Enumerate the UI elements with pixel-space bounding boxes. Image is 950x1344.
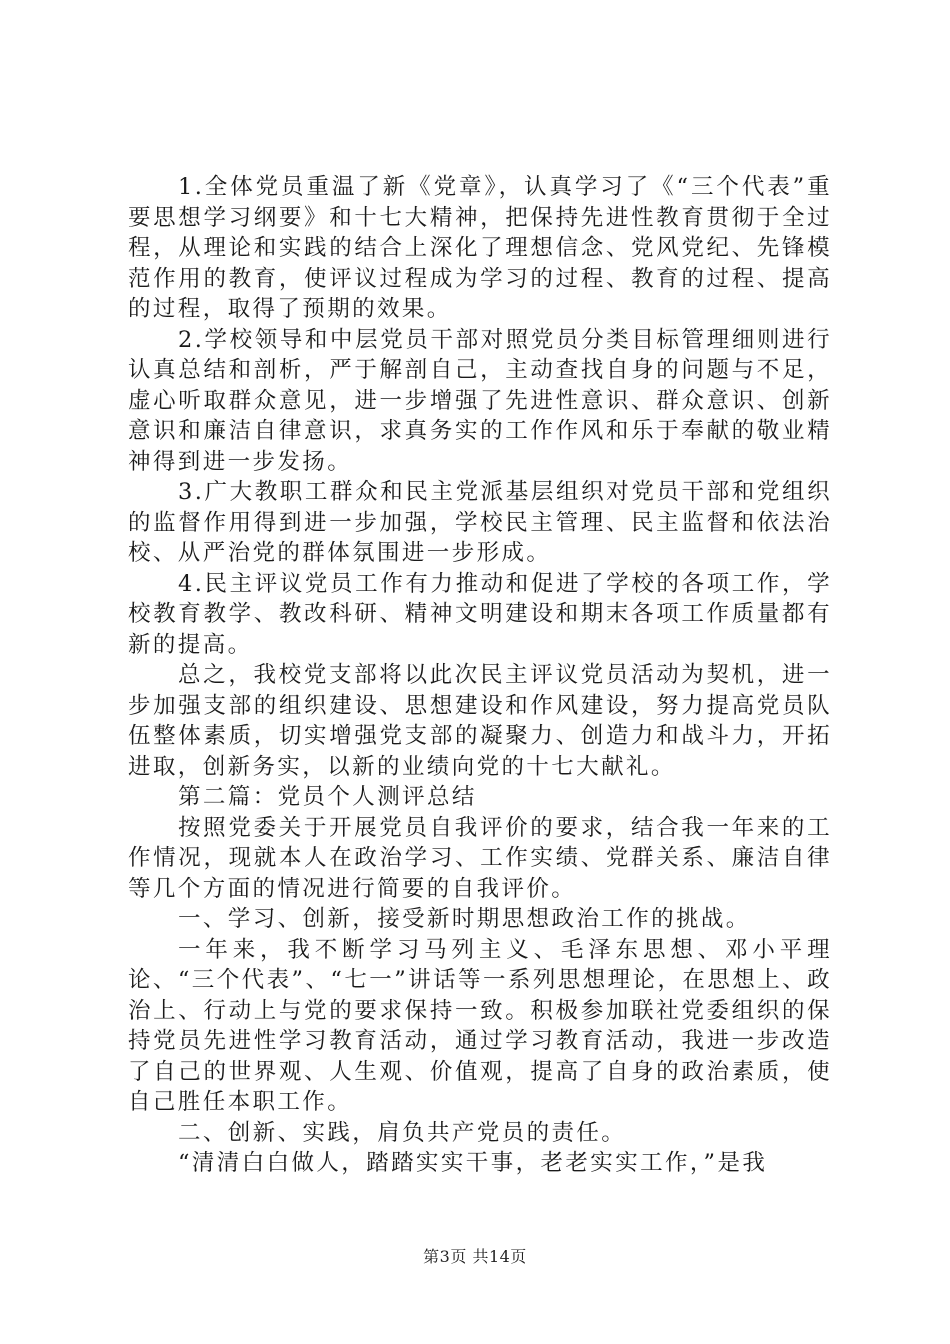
paragraph-3: 3.广大教职工群众和民主党派基层组织对党员干部和党组织的监督作用得到进一步加强，学校民主管理、民主监督和依法治校、从严治党的群体氛围进一步形成。 — [128, 479, 832, 566]
paragraph-conclusion: 总之，我校党支部将以此次民主评议党员活动为契机，进一步加强支部的组织建设、思想建设和作风建设，努力提高党员队伍整体素质，切实增强党支部的凝聚力、创造力和战斗力，开拓进取，创新务实，以新的业绩向党的十七大献礼。 — [128, 662, 832, 780]
paragraph-1: 1.全体党员重温了新《党章》，认真学习了《“三个代表”重要思想学习纲要》和十七大精神，把保持先进性教育贯彻于全过程，从理论和实践的结合上深化了理想信念、党风党纪、先锋模范作用的教育，使评议过程成为学习的过程、教育的过程、提高的过程，取得了预期的效果。 — [128, 174, 832, 322]
section-heading-part-two: 第二篇：党员个人测评总结 — [178, 784, 477, 810]
paragraph-continued: “清清白白做人，踏踏实实干事，老老实实工作，”是我 — [178, 1150, 768, 1176]
paragraph-study: 一年来，我不断学习马列主义、毛泽东思想、邓小平理论、“三个代表”、“七一”讲话等一系列思想理论，在思想上、政治上、行动上与党的要求保持一致。积极参加联社党委组织的保持党员先进性学习教育活动，通过学习教育活动，我进一步改造了自己的世界观、人生观、价值观，提高了自身的政治素质，使自己胜任本职工作。 — [128, 936, 832, 1115]
paragraph-2: 2.学校领导和中层党员干部对照党员分类目标管理细则进行认真总结和剖析，严于解剖自己，主动查找自身的问题与不足，虚心听取群众意见，进一步增强了先进性意识、群众意识、创新意识和廉洁自律意识，求真务实的工作作风和乐于奉献的敬业精神得到进一步发扬。 — [128, 326, 832, 475]
document-body — [128, 172, 832, 1179]
paragraph-intro: 按照党委关于开展党员自我评价的要求，结合我一年来的工作情况，现就本人在政治学习、工作实绩、党群关系、廉洁自律等几个方面的情况进行简要的自我评价。 — [128, 814, 832, 902]
subheading-one: 一、学习、创新，接受新时期思想政治工作的挑战。 — [178, 906, 751, 932]
subheading-two: 二、创新、实践，肩负共产党员的责任。 — [178, 1119, 627, 1146]
paragraph-4: 4.民主评议党员工作有力推动和促进了学校的各项工作，学校教育教学、教改科研、精神文明建设和期末各项工作质量都有新的提高。 — [128, 570, 832, 658]
page-number-footer: 第3页 共14页 — [423, 1247, 527, 1266]
